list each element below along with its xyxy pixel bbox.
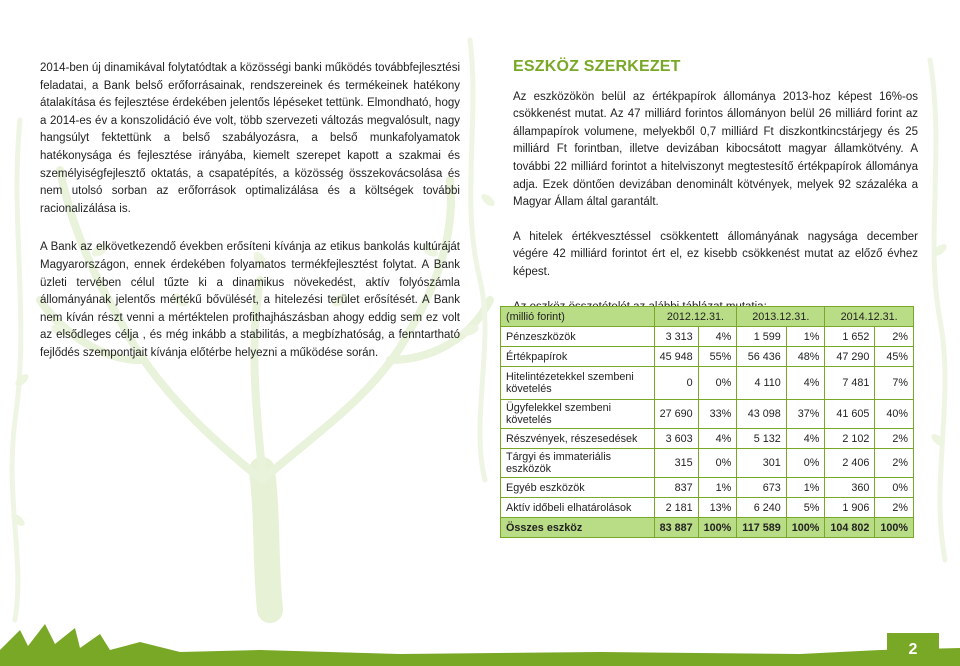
value-cell: 6 240 xyxy=(737,498,786,518)
value-cell: 2 181 xyxy=(654,498,698,518)
percent-cell: 1% xyxy=(786,478,825,498)
total-value-cell: 104 802 xyxy=(825,518,875,538)
value-cell: 301 xyxy=(737,449,786,478)
total-percent-cell: 100% xyxy=(786,518,825,538)
percent-cell: 13% xyxy=(698,498,737,518)
percent-cell: 0% xyxy=(698,367,737,400)
asset-structure-table xyxy=(500,306,914,538)
percent-cell: 2% xyxy=(875,429,914,449)
total-percent-cell: 100% xyxy=(875,518,914,538)
footer-title: MagNet Magyar Közösségi Bank • Éves Jelentés 2014 xyxy=(46,651,364,665)
percent-cell: 1% xyxy=(698,478,737,498)
row-label: Részvények, részesedések xyxy=(501,429,655,449)
value-cell: 1 906 xyxy=(825,498,875,518)
header-2012: 2012.12.31. xyxy=(654,307,737,327)
total-value-cell: 83 887 xyxy=(654,518,698,538)
row-label: Hitelintézetekkel szembeni követelés xyxy=(501,367,655,400)
percent-cell: 2% xyxy=(875,498,914,518)
row-label: Egyéb eszközök xyxy=(501,478,655,498)
table-row xyxy=(501,400,914,429)
unit-header: (millió forint) xyxy=(501,307,655,327)
percent-cell: 4% xyxy=(698,429,737,449)
percent-cell: 0% xyxy=(698,449,737,478)
percent-cell: 2% xyxy=(875,327,914,347)
percent-cell: 4% xyxy=(698,327,737,347)
value-cell: 1 652 xyxy=(825,327,875,347)
total-percent-cell: 100% xyxy=(698,518,737,538)
table-row xyxy=(501,478,914,498)
table-row xyxy=(501,347,914,367)
percent-cell: 2% xyxy=(875,449,914,478)
percent-cell: 4% xyxy=(786,429,825,449)
value-cell: 360 xyxy=(825,478,875,498)
percent-cell: 1% xyxy=(786,327,825,347)
percent-cell: 45% xyxy=(875,347,914,367)
header-2013: 2013.12.31. xyxy=(737,307,825,327)
percent-cell: 37% xyxy=(786,400,825,429)
percent-cell: 0% xyxy=(875,478,914,498)
row-label: Tárgyi és immateriális eszközök xyxy=(501,449,655,478)
table-row xyxy=(501,429,914,449)
total-value-cell: 117 589 xyxy=(737,518,786,538)
value-cell: 3 603 xyxy=(654,429,698,449)
row-label: Pénzeszközök xyxy=(501,327,655,347)
value-cell: 41 605 xyxy=(825,400,875,429)
percent-cell: 0% xyxy=(786,449,825,478)
value-cell: 4 110 xyxy=(737,367,786,400)
value-cell: 56 436 xyxy=(737,347,786,367)
table-total-row xyxy=(501,518,914,538)
row-label: Aktív időbeli elhatárolások xyxy=(501,498,655,518)
value-cell: 0 xyxy=(654,367,698,400)
percent-cell: 7% xyxy=(875,367,914,400)
total-label: Összes eszköz xyxy=(501,518,655,538)
value-cell: 837 xyxy=(654,478,698,498)
value-cell: 315 xyxy=(654,449,698,478)
page-number: 2 xyxy=(887,633,939,666)
value-cell: 3 313 xyxy=(654,327,698,347)
percent-cell: 55% xyxy=(698,347,737,367)
loans-paragraph: A hitelek értékvesztéssel csökkentett állományának nagysága december végére 42 milliárd forintot ért el, ez kisebb csökkenést mutat az előző évhez képest. xyxy=(513,230,918,278)
table-row xyxy=(501,367,914,400)
table-row xyxy=(501,449,914,478)
value-cell: 2 102 xyxy=(825,429,875,449)
percent-cell: 4% xyxy=(786,367,825,400)
value-cell: 43 098 xyxy=(737,400,786,429)
right-column xyxy=(513,58,918,333)
value-cell: 673 xyxy=(737,478,786,498)
value-cell: 27 690 xyxy=(654,400,698,429)
value-cell: 5 132 xyxy=(737,429,786,449)
table-row xyxy=(501,498,914,518)
value-cell: 45 948 xyxy=(654,347,698,367)
row-label: Értékpapírok xyxy=(501,347,655,367)
table-row xyxy=(501,327,914,347)
table-header-row xyxy=(501,307,914,327)
percent-cell: 48% xyxy=(786,347,825,367)
percent-cell: 33% xyxy=(698,400,737,429)
section-heading: ESZKÖZ SZERKEZET xyxy=(513,58,681,75)
strategy-paragraph: A Bank az elkövetkezendő években erősíteni kívánja az etikus bankolás kultúráját Magyarországon, ennek érdekében folyamatos termékfejlesztést folytat. A Bank üzleti tervében célul tűzte ki a dinamikus növekedést, aktív folyószámla állományának jelentős mértékű bővülését, a hitelezési terület erősítését. A Bank nem kíván részt venni a mértéktelen profithajhászásban ahogy eddig sem ez volt az elsődleges célja , és még inkább a stabilitás, a megbízhatóság, a fenntartható fejlődés szempontjait kívánja előtérbe helyezni a működése során. xyxy=(40,241,460,359)
value-cell: 7 481 xyxy=(825,367,875,400)
header-2014: 2014.12.31. xyxy=(825,307,914,327)
row-label: Ügyfelekkel szembeni követelés xyxy=(501,400,655,429)
securities-paragraph: Az eszközökön belül az értékpapírok állománya 2013-hoz képest 16%-os csökkenést mutat. Az 47 milliárd forintos állományon belül 26 milliárd forint az állampapírok volumene, melyekből 0,7 milliárd Ft diszkontkincstárjegy és 25 milliárd Ft forintban, illetve devizában kibocsátott magyar államkötvény. A további 22 milliárd forintot a hitelviszonyt megtestesítő értékpapírok állománya adja. Ezek döntően devizában denominált kötvények, melyek 92 százaléka a Magyar Állam által garantált. xyxy=(513,90,918,209)
value-cell: 2 406 xyxy=(825,449,875,478)
percent-cell: 5% xyxy=(786,498,825,518)
intro-paragraph: 2014-ben új dinamikával folytatódtak a közösségi banki működés továbbfejlesztési feladatai, a Bank belső erőforrásainak, rendszereinek és termékeinek hatékony átalakítása és fejlesztése érdekében jelentős lépéseket tettünk. Elmondható, hogy a 2014-es év a konszolidáció éve volt, több szervezeti változás megvalósult, nagy hangsúlyt fektettünk a belső szabályozásra, a belső munkafolyamatok hatékonysága és fejlesztése irányába, kiemelt szerepet kapott a szakmai és személyiségfejlesztő oktatás, a csapatépítés, a közösség összekovácsolása és nem utolsó sorban az erőforrások optimalizálása és a költségek további racionalizálása is. xyxy=(40,62,460,215)
value-cell: 1 599 xyxy=(737,327,786,347)
percent-cell: 40% xyxy=(875,400,914,429)
left-column xyxy=(40,60,460,384)
value-cell: 47 290 xyxy=(825,347,875,367)
